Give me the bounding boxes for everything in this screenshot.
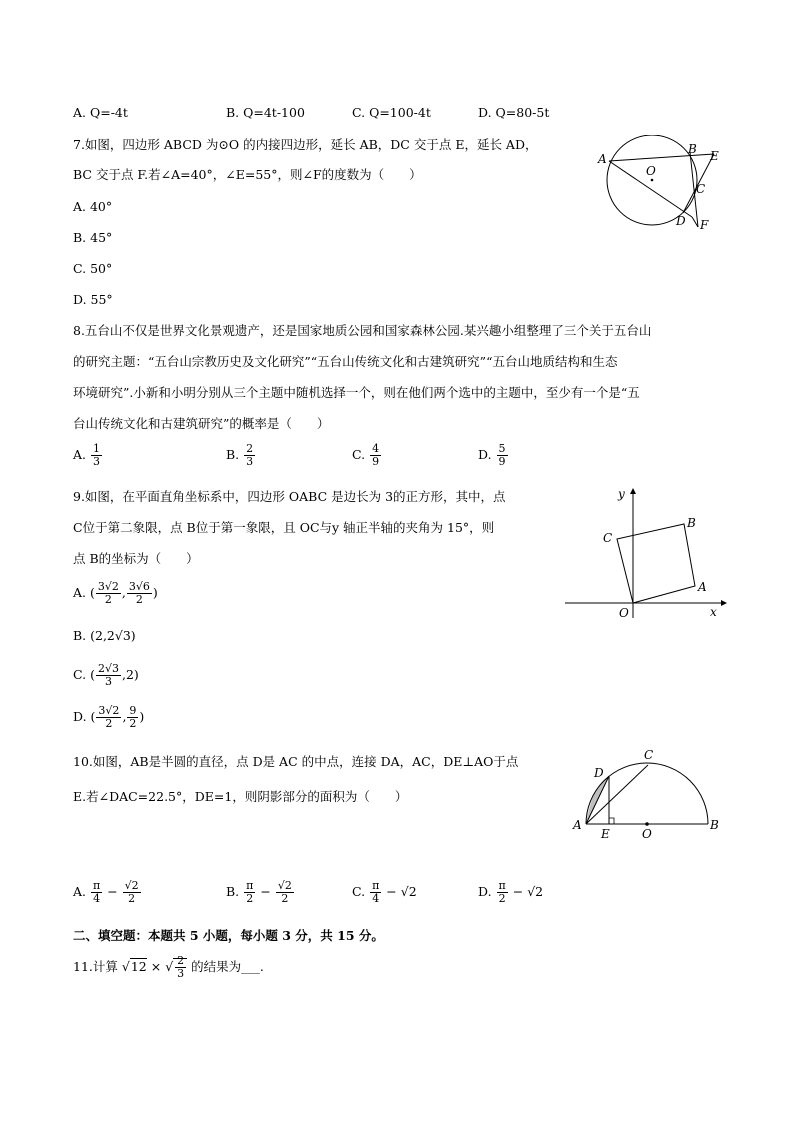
q8-stem-line3: 环境研究”.小新和小明分别从三个主题中随机选择一个，则在他们两个选中的主题中，至少有一个是“五 [73, 385, 640, 400]
q9-label-o: O [619, 606, 629, 620]
q7-label-c: C [696, 182, 706, 196]
q9-stem-line3: 点 B的坐标为（ ） [73, 551, 199, 566]
q9-label-y: y [618, 487, 625, 501]
q9-option-a: A. ( $\frac{3√2}{2}$ , $\frac{3√6}{2}$ ) [73, 580, 158, 606]
q8-option-b: B. $\frac{2}{3}$ [226, 442, 254, 468]
q7-label-a: A [598, 152, 607, 166]
q9-option-b: B. (2,2√3) [73, 628, 136, 643]
q10-label-a: A [573, 818, 582, 832]
q7-option-b: B. 45° [73, 230, 113, 245]
q10-option-c: C. $\frac{\pi}{4}$ − √2 [352, 879, 417, 905]
q7-option-d: D. 55° [73, 292, 113, 307]
q9-stem-line2: C位于第二象限，点 B位于第一象限，且 OC与y 轴正半轴的夹角为 15°，则 [73, 520, 495, 535]
q9-label-b: B [687, 516, 696, 530]
q7-stem-line2: BC 交于点 F.若∠A=40°，∠E=55°，则∠F的度数为（ ） [73, 167, 422, 182]
q7-label-e: E [710, 149, 719, 163]
q11-stem: 11.计算 √12 × √ $\frac{2}{3}$ 的结果为___. [73, 954, 264, 980]
q10-label-d: D [594, 766, 604, 780]
q9-label-x: x [710, 605, 717, 619]
q6-option-c: C. Q=100-4t [352, 105, 431, 120]
q10-stem-line1: 10.如图，AB是半圆的直径，点 D是 AC 的中点，连接 DA，AC，DE⊥AO于点 [73, 754, 519, 769]
q7-figure-circle-quadrilateral [590, 135, 730, 235]
q10-label-b: B [710, 818, 719, 832]
q8-option-a: A. $\frac{1}{3}$ [73, 442, 100, 468]
q7-option-c: C. 50° [73, 261, 113, 276]
q7-label-b: B [688, 142, 697, 156]
q9-option-d: D. ( $\frac{3√2}{2}$ , $\frac{9}{2}$ ) [73, 704, 145, 730]
q8-option-c: C. $\frac{4}{9}$ [352, 442, 380, 468]
q9-option-c: C. ( $\frac{2√3}{3}$ ,2) [73, 662, 139, 688]
q10-label-o: O [642, 827, 652, 841]
q9-stem-line1: 9.如图，在平面直角坐标系中，四边形 OABC 是边长为 3的正方形，其中，点 [73, 489, 506, 504]
q10-label-c: C [644, 748, 654, 762]
q10-option-b: B. $\frac{\pi}{2}$ − $\frac{√2}{2}$ [226, 879, 292, 905]
q8-option-d: D. $\frac{5}{9}$ [478, 442, 506, 468]
q7-option-a: A. 40° [73, 199, 113, 214]
q10-option-a: A. $\frac{\pi}{4}$ − $\frac{√2}{2}$ [73, 879, 139, 905]
q6-option-b: B. Q=4t-100 [226, 105, 305, 120]
q10-stem-line2: E.若∠DAC=22.5°，DE=1，则阴影部分的面积为（ ） [73, 789, 408, 804]
q9-label-a: A [698, 580, 707, 594]
q7-stem-line1: 7.如图，四边形 ABCD 为⊙O 的内接四边形，延长 AB，DC 交于点 E，延长 AD， [73, 137, 538, 152]
q10-figure-semicircle [568, 746, 728, 846]
q8-stem-line2: 的研究主题：“五台山宗教历史及文化研究”“五台山传统文化和古建筑研究”“五台山地质结构和生态 [73, 354, 618, 369]
q7-label-d: D [676, 214, 686, 228]
q10-option-d: D. $\frac{\pi}{2}$ − √2 [478, 879, 544, 905]
q10-label-e: E [601, 827, 610, 841]
q9-figure-square-on-axes [563, 486, 728, 621]
q6-option-a: A. Q=-4t [73, 105, 128, 120]
q9-label-c: C [603, 531, 613, 545]
section-2-heading: 二、填空题：本题共 5 小题，每小题 3 分，共 15 分。 [73, 928, 384, 943]
q7-label-o: O [646, 164, 656, 178]
q6-option-d: D. Q=80-5t [478, 105, 550, 120]
q7-label-f: F [700, 218, 709, 232]
q8-stem-line1: 8.五台山不仅是世界文化景观遗产，还是国家地质公园和国家森林公园.某兴趣小组整理了三个关于五台山 [73, 323, 652, 338]
q8-stem-line4: 台山传统文化和古建筑研究”的概率是（ ） [73, 416, 330, 431]
